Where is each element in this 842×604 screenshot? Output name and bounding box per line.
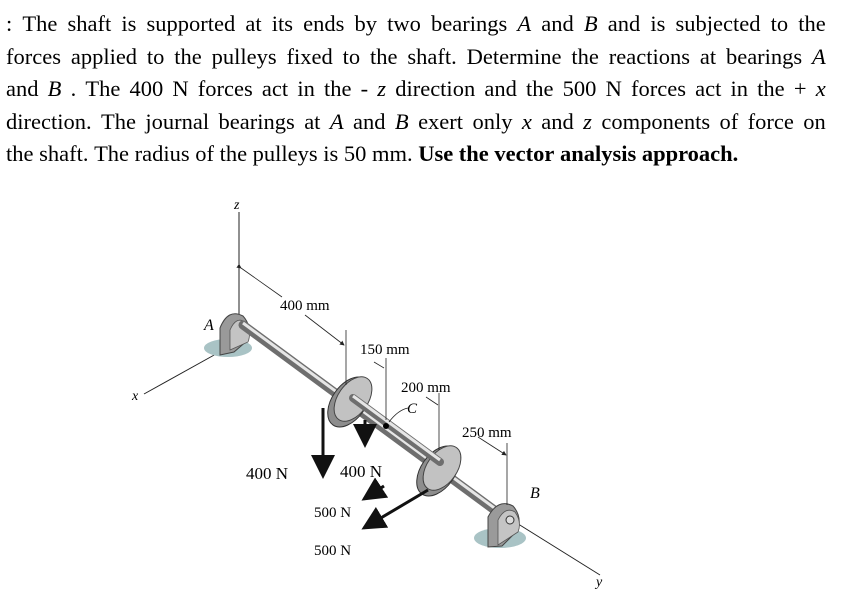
problem-word: A bbox=[517, 11, 532, 36]
x-axis-label: x bbox=[132, 389, 139, 404]
problem-word: A bbox=[329, 108, 344, 134]
problem-word: applied bbox=[70, 43, 138, 69]
problem-word: by bbox=[354, 11, 378, 36]
problem-word: 400 bbox=[129, 76, 164, 101]
problem-word: z bbox=[377, 76, 387, 101]
problem-word: and bbox=[484, 76, 517, 101]
problem-word: pulleys bbox=[211, 43, 277, 69]
problem-word: act bbox=[261, 76, 289, 101]
force-label-500n-2: 500 N bbox=[314, 543, 352, 559]
dimension-250mm: 250 mm bbox=[462, 425, 512, 441]
problem-word: forces bbox=[6, 43, 61, 69]
problem-word: the bbox=[798, 11, 826, 36]
problem-word: fixed bbox=[286, 43, 333, 69]
problem-word: to bbox=[146, 43, 165, 69]
problem-word: its bbox=[271, 11, 294, 36]
problem-word: The bbox=[85, 76, 121, 101]
problem-word: x bbox=[521, 108, 532, 134]
y-axis-label: y bbox=[596, 575, 603, 590]
problem-word: exert bbox=[418, 108, 464, 134]
dimension-200mm: 200 mm bbox=[401, 380, 451, 396]
problem-word: analysis bbox=[559, 141, 637, 166]
problem-word: forces bbox=[197, 76, 253, 101]
x-axis bbox=[144, 354, 216, 394]
problem-word: direction. bbox=[6, 108, 92, 134]
problem-word: Use bbox=[418, 141, 454, 166]
z-axis-label: z bbox=[234, 198, 240, 213]
force-label-400n-2: 400 N bbox=[340, 462, 383, 481]
pulley-1 bbox=[319, 369, 380, 434]
bearing-b bbox=[474, 504, 526, 548]
problem-word: : bbox=[6, 11, 13, 36]
problem-word: components bbox=[601, 108, 711, 134]
problem-word: The bbox=[101, 108, 136, 134]
problem-word: shaft. bbox=[407, 43, 457, 69]
bearing-b-label: B bbox=[530, 485, 540, 502]
problem-word: at bbox=[245, 11, 262, 36]
problem-word: supported bbox=[146, 11, 236, 36]
problem-word: at bbox=[699, 43, 717, 69]
problem-word: and bbox=[541, 108, 574, 134]
problem-word: the bbox=[757, 76, 785, 101]
force-label-400n-1: 400 N bbox=[246, 464, 289, 483]
problem-word: pulleys bbox=[252, 141, 318, 166]
problem-word: ends bbox=[303, 11, 345, 36]
problem-word: - bbox=[360, 76, 369, 101]
problem-word: N bbox=[605, 76, 622, 101]
problem-word: shaft bbox=[67, 11, 112, 36]
problem-word: direction bbox=[395, 76, 476, 101]
problem-word: the bbox=[174, 43, 202, 69]
problem-word: The bbox=[94, 141, 130, 166]
problem-word: reactions bbox=[608, 43, 690, 69]
problem-word: the bbox=[526, 76, 554, 101]
problem-word: z bbox=[583, 108, 592, 134]
problem-word: The bbox=[22, 11, 58, 36]
problem-word: forces bbox=[630, 76, 686, 101]
problem-word: and bbox=[541, 11, 574, 36]
problem-word: journal bbox=[145, 108, 210, 134]
problem-word: at bbox=[304, 108, 321, 134]
problem-word: to bbox=[342, 43, 361, 69]
problem-word: the bbox=[571, 43, 599, 69]
problem-word: shaft. bbox=[39, 141, 89, 166]
point-c bbox=[383, 423, 389, 429]
problem-word: and bbox=[353, 108, 386, 134]
problem-word: + bbox=[793, 76, 807, 101]
problem-word: is bbox=[650, 11, 666, 36]
problem-word: bearings bbox=[725, 43, 803, 69]
problem-word: A bbox=[812, 43, 826, 69]
problem-word: . bbox=[70, 76, 77, 101]
problem-word: bearings bbox=[218, 108, 295, 134]
problem-word: Determine bbox=[466, 43, 562, 69]
y-axis bbox=[515, 522, 600, 575]
dimension-150mm: 150 mm bbox=[360, 342, 410, 358]
problem-word: force bbox=[747, 108, 794, 134]
problem-word: B bbox=[47, 76, 62, 101]
problem-word: to bbox=[770, 11, 789, 36]
problem-word: the bbox=[6, 141, 34, 166]
force-label-500n-1: 500 N bbox=[314, 505, 352, 521]
problem-word: x bbox=[815, 76, 826, 101]
bearing-a-label: A bbox=[204, 317, 214, 334]
problem-word: 500 bbox=[562, 76, 597, 101]
force-arrow-500n-2 bbox=[364, 490, 428, 528]
problem-word: bearings bbox=[431, 11, 508, 36]
problem-word: mm. bbox=[371, 141, 413, 166]
problem-word: subjected bbox=[675, 11, 761, 36]
problem-word: in bbox=[297, 76, 315, 101]
problem-word: is bbox=[323, 141, 339, 166]
problem-word: radius bbox=[134, 141, 190, 166]
problem-word: the bbox=[323, 76, 352, 101]
problem-word: 50 bbox=[343, 141, 367, 166]
problem-word: and bbox=[6, 76, 39, 101]
problem-word: vector bbox=[494, 141, 555, 166]
problem-word: B bbox=[583, 11, 598, 36]
problem-word: two bbox=[387, 11, 421, 36]
problem-word: and bbox=[607, 11, 641, 36]
problem-word: act bbox=[695, 76, 722, 101]
force-arrow-500n-1 bbox=[364, 486, 384, 499]
problem-word: B bbox=[394, 108, 409, 134]
problem-word: only bbox=[472, 108, 513, 134]
problem-word: N bbox=[172, 76, 189, 101]
problem-word: on bbox=[803, 108, 826, 134]
problem-word: of bbox=[719, 108, 739, 134]
dimension-400mm: 400 mm bbox=[280, 298, 330, 314]
problem-word: the bbox=[369, 43, 398, 69]
problem-word: approach. bbox=[641, 141, 739, 166]
problem-word: of bbox=[195, 141, 214, 166]
problem-word: is bbox=[121, 11, 137, 36]
problem-word: the bbox=[458, 141, 489, 166]
point-c-label: C bbox=[407, 401, 418, 417]
problem-word: the bbox=[219, 141, 248, 166]
problem-word: in bbox=[730, 76, 749, 101]
